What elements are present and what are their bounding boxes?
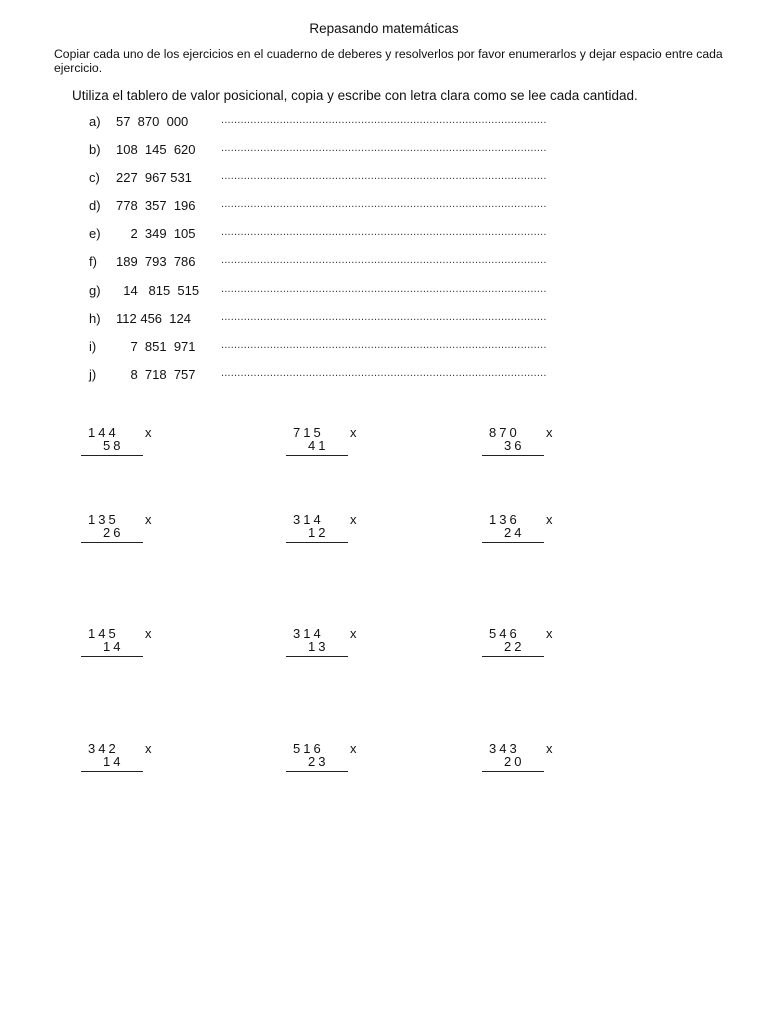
exercise-row-f	[89, 254, 649, 282]
exercise-number: 7 851 971	[116, 338, 196, 354]
answer-line: ....................................................................................................	[221, 142, 547, 155]
multiplicand: 516	[293, 741, 324, 756]
multiply-sign: x	[546, 626, 553, 641]
exercise-row-d	[89, 198, 649, 226]
result-line	[482, 656, 544, 657]
multiplication-problem	[81, 512, 161, 552]
exercise-row-i	[89, 339, 649, 367]
answer-line: ....................................................................................................	[221, 310, 547, 323]
exercise-number: 778 357 196	[116, 198, 196, 214]
exercise-row-c	[89, 170, 649, 198]
exercise-number: 108 145 620	[116, 142, 196, 158]
exercise-letter: f)	[89, 254, 97, 270]
multiply-sign: x	[145, 425, 152, 440]
exercise-row-g	[89, 283, 649, 311]
multiplication-problem	[482, 512, 562, 552]
result-line	[482, 542, 544, 543]
exercise-number: 189 793 786	[116, 254, 196, 270]
exercise-row-h	[89, 311, 649, 339]
multiplier: 20	[504, 754, 525, 769]
exercise-row-b	[89, 142, 649, 170]
multiplier: 14	[103, 754, 124, 769]
multiplication-problem	[286, 741, 366, 781]
exercise-row-j	[89, 367, 649, 395]
page-title: Repasando matemáticas	[309, 21, 459, 36]
exercise-number: 227 967 531	[116, 170, 192, 186]
multiplicand: 715	[293, 425, 324, 440]
multiply-sign: x	[350, 512, 357, 527]
answer-line: ....................................................................................................	[221, 114, 547, 126]
multiplier: 26	[103, 525, 124, 540]
answer-line: ....................................................................................................	[221, 198, 547, 211]
multiplier: 41	[308, 438, 329, 453]
multiplicand: 314	[293, 626, 324, 641]
exercise-letter: d)	[89, 198, 101, 214]
multiply-sign: x	[546, 425, 553, 440]
multiplier: 58	[103, 438, 124, 453]
intro-text: Copiar cada uno de los ejercicios en el cuaderno de deberes y resolverlos por favor enumerarlos y dejar espacio entre cada ejercicio.	[54, 47, 723, 75]
exercise-letter: a)	[89, 114, 101, 129]
multiplication-problem	[482, 425, 562, 465]
exercise-letter: i)	[89, 338, 97, 354]
multiplication-problem	[286, 626, 366, 666]
exercise-number: 2 349 105	[116, 226, 196, 242]
exercise-letter: e)	[89, 226, 101, 242]
multiplication-problem	[482, 741, 562, 781]
exercise-letter: c)	[89, 170, 100, 186]
multiplier: 22	[504, 639, 525, 654]
multiplicand: 546	[489, 626, 520, 641]
result-line	[286, 542, 348, 543]
result-line	[81, 656, 143, 657]
multiplicand: 343	[489, 741, 520, 756]
answer-line: ....................................................................................................	[221, 254, 547, 267]
answer-line: ....................................................................................................	[221, 170, 547, 183]
multiplier: 24	[504, 525, 525, 540]
answer-line: ....................................................................................................	[221, 338, 547, 351]
multiplier: 36	[504, 438, 525, 453]
multiplicand: 135	[88, 512, 119, 527]
multiplication-problem	[482, 626, 562, 666]
multiplication-problem	[286, 425, 366, 465]
multiply-sign: x	[546, 512, 553, 527]
exercise-list	[89, 114, 649, 395]
multiplication-problem	[81, 741, 161, 781]
instruction-text: Utiliza el tablero de valor posicional, copia y escribe con letra clara como se lee cada cantidad.	[72, 88, 638, 103]
answer-line: ....................................................................................................	[221, 282, 547, 295]
result-line	[286, 656, 348, 657]
multiply-sign: x	[350, 626, 357, 641]
multiplier: 14	[103, 639, 124, 654]
result-line	[81, 455, 143, 456]
result-line	[81, 771, 143, 772]
multiplication-problem	[81, 425, 161, 465]
exercise-number: 57 870 000	[116, 114, 189, 129]
exercise-row-e	[89, 226, 649, 254]
multiplicand: 342	[88, 741, 119, 756]
multiplicand: 144	[88, 425, 119, 440]
multiply-sign: x	[145, 626, 152, 641]
exercise-letter: j)	[89, 366, 97, 382]
answer-line: ....................................................................................................	[221, 226, 547, 239]
answer-line: ....................................................................................................	[221, 366, 547, 379]
multiply-sign: x	[546, 741, 553, 756]
multiplier: 12	[308, 525, 329, 540]
exercise-number: 112 456 124	[116, 310, 191, 326]
multiply-sign: x	[350, 425, 357, 440]
exercise-letter: b)	[89, 142, 101, 158]
result-line	[286, 455, 348, 456]
multiply-sign: x	[350, 741, 357, 756]
multiply-sign: x	[145, 512, 152, 527]
multiplication-problem	[286, 512, 366, 552]
exercise-number: 14 815 515	[116, 282, 200, 298]
exercise-row-a	[89, 114, 649, 142]
exercise-number: 8 718 757	[116, 366, 196, 382]
exercise-letter: h)	[89, 310, 101, 326]
result-line	[482, 771, 544, 772]
multiplication-problem	[81, 626, 161, 666]
multiplier: 23	[308, 754, 329, 769]
exercise-letter: g)	[89, 282, 101, 298]
multiplier: 13	[308, 639, 329, 654]
result-line	[286, 771, 348, 772]
result-line	[81, 542, 143, 543]
multiplicand: 870	[489, 425, 520, 440]
result-line	[482, 455, 544, 456]
multiplicand: 145	[88, 626, 119, 641]
multiply-sign: x	[145, 741, 152, 756]
multiplicand: 136	[489, 512, 520, 527]
multiplicand: 314	[293, 512, 324, 527]
